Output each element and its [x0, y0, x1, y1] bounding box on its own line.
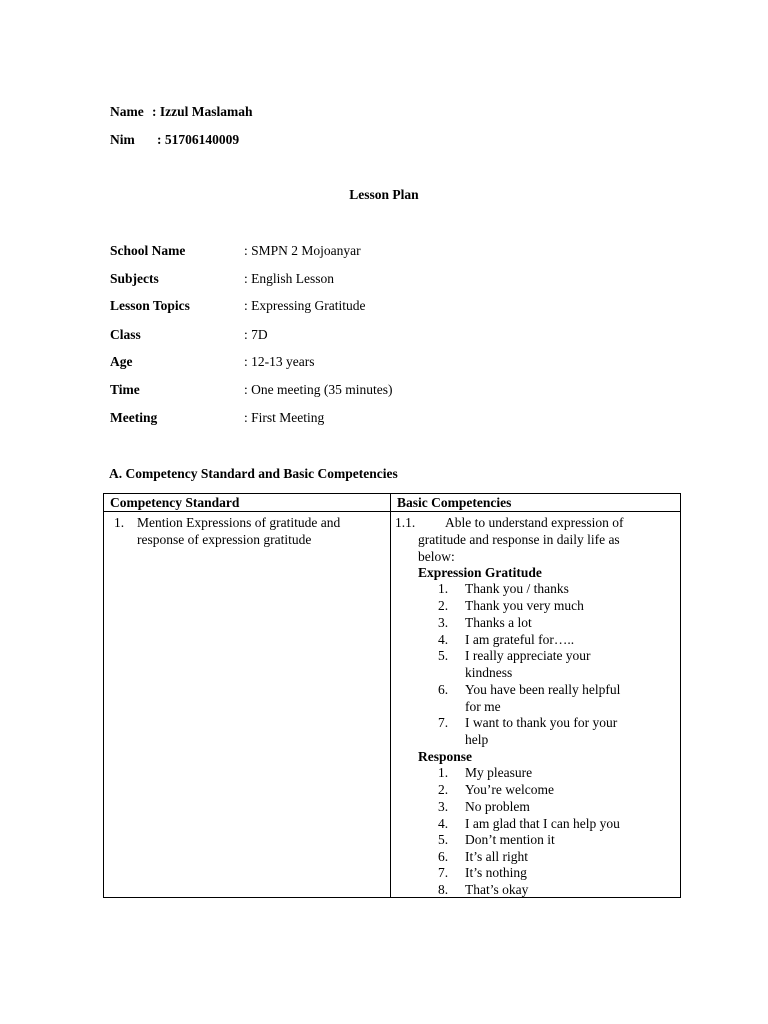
info-value: : 12-13 years	[244, 354, 315, 369]
list-item: 8. That’s okay	[438, 882, 529, 897]
standard-text: Mention Expressions of gratitude and response of expression gratitude	[137, 515, 341, 547]
list-item: 4. I am glad that I can help you	[438, 816, 620, 831]
info-value: : One meeting (35 minutes)	[244, 382, 393, 397]
info-value: : First Meeting	[244, 410, 325, 425]
info-label: Subjects	[110, 271, 159, 286]
list-item: 7. I want to thank you for your help	[438, 715, 618, 747]
section-a-heading: A. Competency Standard and Basic Competencies	[109, 466, 398, 481]
table-header-row	[104, 494, 681, 512]
competency-standard-cell	[104, 512, 391, 898]
list-item: 4. I am grateful for…..	[438, 632, 575, 647]
name-label: Name	[110, 104, 144, 119]
info-label: School Name	[110, 243, 186, 258]
list-item: 5. I really appreciate your kindness	[438, 648, 591, 680]
info-value: : English Lesson	[244, 271, 334, 286]
list-item: 1. My pleasure	[438, 765, 533, 780]
column-header: Competency Standard	[104, 494, 391, 512]
nim-label: Nim	[110, 132, 135, 147]
list-item: 6. It’s all right	[438, 849, 528, 864]
info-label: Lesson Topics	[110, 298, 190, 313]
name-value: : Izzul Maslamah	[152, 104, 253, 119]
list-item: 2. You’re welcome	[438, 782, 554, 797]
basic-text: Able to understand expression of gratitude and response in daily life as below:	[418, 515, 624, 564]
competency-table	[103, 493, 681, 898]
info-label: Time	[110, 382, 140, 397]
column-header: Basic Competencies	[391, 494, 681, 512]
list-item: 5. Don’t mention it	[438, 832, 555, 847]
info-value: : Expressing Gratitude	[244, 298, 366, 313]
list-item: 3. No problem	[438, 799, 530, 814]
info-label: Class	[110, 327, 141, 342]
nim-value: : 51706140009	[157, 132, 240, 147]
basic-number: 1.1.	[395, 515, 416, 530]
info-value: : SMPN 2 Mojoanyar	[244, 243, 361, 258]
info-label: Meeting	[110, 410, 158, 425]
basic-competencies-cell	[391, 512, 681, 898]
table-row	[104, 512, 681, 898]
list-item: 2. Thank you very much	[438, 598, 584, 613]
info-label: Age	[110, 354, 133, 369]
expression-heading: Expression Gratitude	[418, 565, 542, 580]
standard-number: 1.	[114, 515, 125, 530]
response-heading: Response	[418, 749, 473, 764]
list-item: 1. Thank you / thanks	[438, 581, 569, 596]
list-item: 7. It’s nothing	[438, 865, 527, 880]
list-item: 6. You have been really helpful for me	[438, 682, 621, 714]
list-item: 3. Thanks a lot	[438, 615, 532, 630]
page-title: Lesson Plan	[349, 187, 419, 202]
info-value: : 7D	[244, 327, 268, 342]
